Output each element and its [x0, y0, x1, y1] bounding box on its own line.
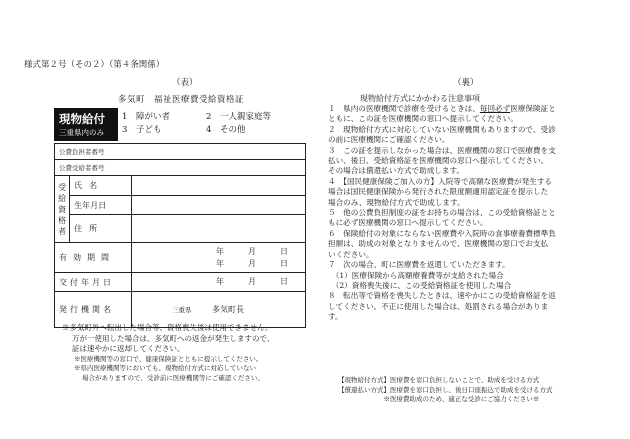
back-side-label: （裏）: [453, 78, 479, 88]
note-line: の前に医療機関にご確認ください。: [328, 135, 450, 145]
note-line: １ 県内の医療機関で診療を受けるときは、毎回必ず医療保険証と: [328, 104, 556, 113]
footer-line: ※医療費助成のため、適正な受診にご協力ください※: [338, 395, 540, 403]
category-item: 1 障がい者: [122, 112, 170, 122]
category-list: [122, 111, 271, 137]
public-recipient-number: 公費受給者番号: [55, 160, 306, 176]
name-label: 氏名: [70, 176, 132, 196]
note-line: してください。不正に使用した場合は、処罰される場合がありま: [328, 301, 549, 311]
note-line: 場合は国民健康保険から発行された限度額適用認定証を提示した: [328, 187, 549, 197]
issue-date-value: 年 月 日: [132, 273, 306, 292]
note-line: 担額は、助成の対象となりませんので、医療機関の窓口でお支払: [328, 239, 549, 249]
note-line: ２ 現物給付方式に対応していない医療機関もありますので、受診: [328, 124, 556, 134]
note-line: （2）資格喪失後に、この受給資格証を使用した場合: [328, 280, 512, 290]
note-line: 場合のみ、現物給付方式で助成します。: [328, 197, 465, 207]
back-notes: [328, 104, 612, 323]
recipient-label: 受 給 資 格 者: [55, 176, 70, 243]
note-line: もに必ず医療機関の窓口へ提示してください。: [328, 218, 488, 228]
footer-line: 【償還払い方式】医療費を窓口負担し、後日口座振込で助成を受ける方式: [338, 385, 553, 394]
birth-value: [132, 196, 306, 215]
address-label: 住所: [70, 215, 132, 243]
validity-label: 有効期間: [55, 243, 132, 273]
front-notes: ※多気町外へ転出した場合等、資格喪失後は使用できません。 万が一使用した場合は、多気町への返金が発生しますので、 証は速やかに返却してください。 ※医療機関等の窓口で、健康保険証とともに提示してください。 ※県内医療機関等においても、現物給付方式に対応していない 場合がありますので、受診前に医療機関等にご確認ください。: [62, 323, 275, 382]
note-line: す。: [328, 312, 343, 322]
note-line: その場合は償還払い方式で助成します。: [328, 166, 465, 176]
note-line: ８ 転出等で資格を喪失したときは、速やかにこの受給資格証を返: [328, 291, 556, 301]
note-line: ５ 他の公費負担制度の証をお持ちの場合は、この受給資格証とと: [328, 208, 556, 218]
form-number: 様式第２号（その２）（第４条関係）: [24, 60, 165, 70]
note-line: 払い、後日、受給資格証を医療機関の窓口へ提示してください。: [328, 156, 549, 166]
genbutsu-badge: [54, 108, 118, 141]
public-payer-number: 公費負担者番号: [55, 144, 306, 160]
issuer-value: 三重県 多気町長: [132, 292, 306, 328]
birth-label: 生年月日: [70, 196, 132, 215]
note-line: ３ この証を提示しなかった場合は、医療機関の窓口で医療費を支: [328, 145, 556, 155]
issuer-label: 発行機関名: [55, 292, 132, 328]
note-line: ４ 【国民健康保険ご加入の方】入院等で高額な医療費が発生する: [328, 176, 553, 186]
note-line: ６ 保険給付の対象にならない医療費や入院時の食事療養費標準負: [328, 228, 556, 238]
back-title: 現物給付方式にかかわる注意事項: [360, 94, 480, 103]
back-footer: [338, 376, 553, 405]
address-value: [132, 215, 306, 243]
note-line: いください。: [328, 249, 374, 259]
front-side-label: （表）: [172, 78, 198, 88]
name-value: [132, 176, 306, 196]
footer-line: 【現物給付方式】医療費を窓口負担しないことで、助成を受ける方式: [338, 376, 540, 384]
card-table: [54, 143, 306, 328]
note-line: （1）医療保険から高額療養費等が支給された場合: [328, 270, 504, 280]
badge-main: 現物給付: [59, 112, 105, 126]
category-item: 3 子ども: [122, 125, 162, 135]
card-title: 多気町 福祉医療費受給資格証: [118, 95, 245, 105]
validity-value: 年 月 日 年 月 日: [132, 243, 306, 273]
category-item: 4 その他: [206, 125, 246, 135]
badge-sub: 三重県内のみ: [59, 128, 104, 137]
note-line: ともに、この証を医療機関の窓口へ提示してください。: [328, 114, 518, 124]
category-item: 2 一人親家庭等: [206, 112, 271, 122]
issue-date-label: 交付年月日: [55, 273, 132, 292]
note-line: ７ 次の場合、町に医療費を返還していただきます。: [328, 260, 510, 270]
